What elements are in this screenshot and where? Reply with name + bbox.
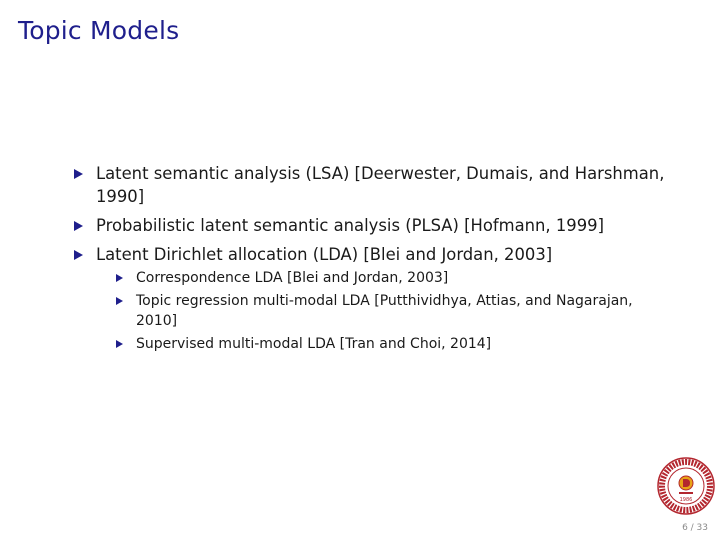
triangle-bullet-icon xyxy=(116,297,123,305)
sub-list-item-text: Correspondence LDA [Blei and Jordan, 2003] xyxy=(136,270,449,286)
sub-list-item-topic-regression-lda xyxy=(116,291,674,331)
page-number: 6 / 33 xyxy=(682,523,708,533)
bullet-list xyxy=(74,162,674,360)
slide-title: Topic Models xyxy=(18,16,180,45)
sub-list-item-text: Topic regression multi-modal LDA [Putthividhya, Attias, and Nagarajan, 2010] xyxy=(136,293,633,329)
triangle-bullet-icon xyxy=(74,250,83,260)
triangle-bullet-icon xyxy=(74,169,83,179)
triangle-bullet-icon xyxy=(116,274,123,282)
list-item-text: Latent Dirichlet allocation (LDA) [Blei and Jordan, 2003] xyxy=(96,245,553,264)
list-item-text: Latent semantic analysis (LSA) [Deerwester, Dumais, and Harshman, 1990] xyxy=(96,164,665,206)
sub-list-item-correspondence-lda xyxy=(116,268,674,288)
list-item-text: Probabilistic latent semantic analysis (PLSA) [Hofmann, 1999] xyxy=(96,216,604,235)
list-item-plsa xyxy=(74,214,674,237)
university-seal-icon xyxy=(657,457,715,515)
sub-list-item-text: Supervised multi-modal LDA [Tran and Choi, 2014] xyxy=(136,336,492,352)
sub-list-item-supervised-lda xyxy=(116,334,674,354)
triangle-bullet-icon xyxy=(74,221,83,231)
seal-year: 1986 xyxy=(679,497,693,503)
triangle-bullet-icon xyxy=(116,340,123,348)
sub-bullet-list xyxy=(116,268,674,354)
list-item-lda xyxy=(74,243,674,354)
list-item-lsa xyxy=(74,162,674,208)
